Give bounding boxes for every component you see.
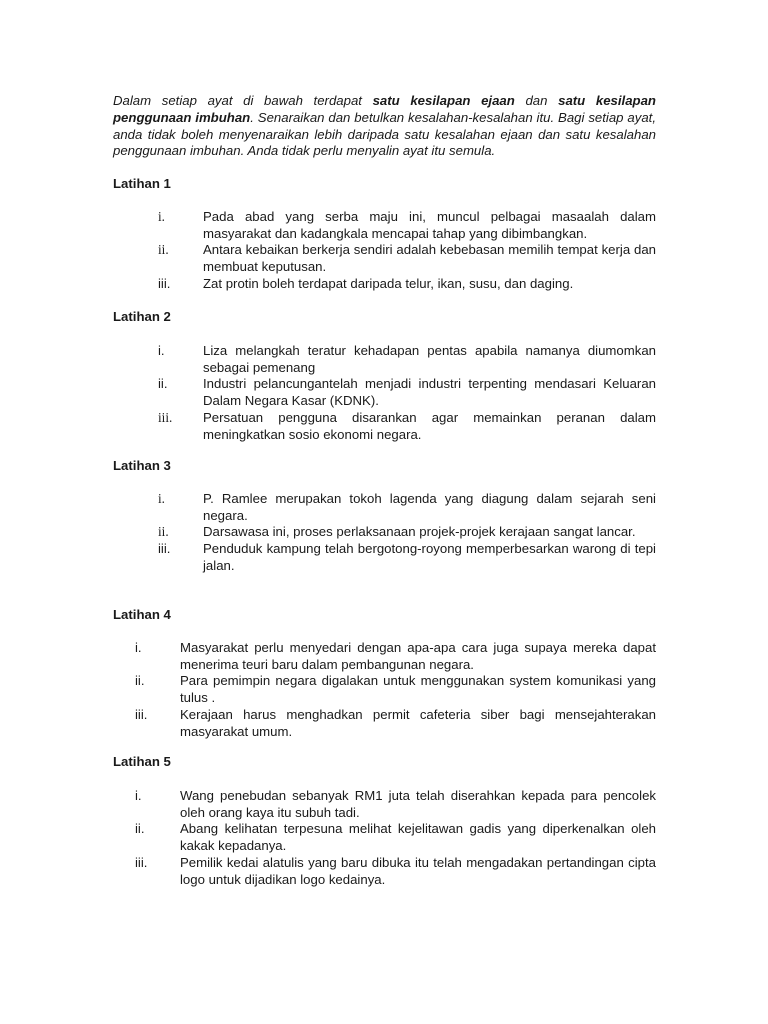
list-item <box>113 491 656 525</box>
item-number: ii. <box>135 673 145 689</box>
exercise-section-4 <box>113 607 656 741</box>
list-item <box>113 673 656 707</box>
item-text: Pada abad yang serba maju ini, muncul pelbagai masaalah dalam masyarakat dan kadangkala mencapai tahap yang dibimbangkan. <box>203 208 656 241</box>
item-number: iii. <box>158 275 171 291</box>
item-number: iii. <box>135 854 148 870</box>
instructions-bold-2: satu kesilapan penggunaan imbuhan <box>113 93 656 125</box>
exercise-heading: Latihan 1 <box>113 176 171 191</box>
exercise-list <box>113 343 656 444</box>
instructions-text-3: . Senaraikan dan betulkan kesalahan-kesalahan itu. Bagi setiap ayat, anda tidak boleh menyenaraikan lebih daripada satu kesalahan ejaan dan satu kesalahan penggunaan imbuhan. Anda tidak perlu menyalin ayat itu semula. <box>113 109 656 159</box>
instructions-text-2: dan <box>514 93 559 108</box>
list-item <box>113 343 656 377</box>
exercise-heading: Latihan 2 <box>113 309 171 324</box>
item-text: P. Ramlee merupakan tokoh lagenda yang diagung dalam sejarah seni negara. <box>203 490 656 523</box>
item-text: Industri pelancungantelah menjadi industri terpenting mendasari Keluaran Dalam Negara Kasar (KDNK). <box>203 376 656 409</box>
list-item <box>113 788 656 822</box>
item-text: Pemilik kedai alatulis yang baru dibuka itu telah mengadakan pertandingan cipta logo untuk dijadikan logo kedainya. <box>180 854 656 887</box>
item-number: i. <box>158 490 165 506</box>
exercise-list <box>113 491 656 575</box>
item-text: Darsawasa ini, proses perlaksanaan projek-projek kerajaan sangat lancar. <box>203 524 636 540</box>
exercise-list <box>113 788 656 889</box>
instructions-paragraph <box>113 93 656 160</box>
list-item <box>113 242 656 276</box>
item-number: i. <box>158 208 165 224</box>
instructions-bold-1: satu kesilapan ejaan <box>372 93 515 108</box>
item-text: Liza melangkah teratur kehadapan pentas apabila namanya diumomkan sebagai pemenang <box>203 342 656 375</box>
list-item <box>113 209 656 243</box>
item-number: i. <box>135 787 142 803</box>
list-item <box>113 376 656 410</box>
exercise-list <box>113 640 656 741</box>
list-item <box>113 855 656 889</box>
item-number: ii. <box>158 376 168 392</box>
item-number: ii. <box>158 242 169 258</box>
list-item <box>113 541 656 575</box>
exercise-section-3 <box>113 458 656 575</box>
exercise-heading: Latihan 5 <box>113 754 171 769</box>
item-number: iii. <box>158 409 173 425</box>
item-number: iii. <box>158 541 171 557</box>
list-item <box>113 707 656 741</box>
item-text: Masyarakat perlu menyedari dengan apa-apa cara juga supaya mereka dapat menerima teuri baru dalam pembangunan negara. <box>180 639 656 672</box>
list-item <box>113 821 656 855</box>
item-text: Persatuan pengguna disarankan agar memainkan peranan dalam meningkatkan sosio ekonomi negara. <box>203 409 656 442</box>
exercise-heading: Latihan 4 <box>113 607 171 622</box>
item-number: ii. <box>158 524 169 540</box>
instructions-text-1: Dalam setiap ayat di bawah terdapat <box>113 93 373 108</box>
exercise-list <box>113 209 656 293</box>
exercise-section-5 <box>113 754 656 889</box>
item-text: Penduduk kampung telah bergotong-royong memperbesarkan warong di tepi jalan. <box>203 541 656 573</box>
exercise-section-2 <box>113 309 656 444</box>
list-item <box>113 524 656 541</box>
item-text: Para pemimpin negara digalakan untuk menggunakan system komunikasi yang tulus . <box>180 673 656 706</box>
list-item <box>113 276 656 293</box>
item-number: iii. <box>135 706 148 722</box>
item-number: ii. <box>135 821 145 837</box>
item-number: i. <box>158 342 165 358</box>
exercise-heading: Latihan 3 <box>113 458 171 473</box>
exercise-section-1 <box>113 176 656 293</box>
item-text: Kerajaan harus menghadkan permit cafeteria siber bagi mensejahterakan masyarakat umum. <box>180 706 656 739</box>
item-text: Zat protin boleh terdapat daripada telur, ikan, susu, dan daging. <box>203 275 574 291</box>
item-text: Antara kebaikan berkerja sendiri adalah kebebasan memilih tempat kerja dan membuat keputusan. <box>203 242 656 275</box>
item-text: Abang kelihatan terpesuna melihat kejelitawan gadis yang diperkenalkan oleh kakak kepadanya. <box>180 821 656 854</box>
item-number: i. <box>135 639 142 655</box>
worksheet-page <box>113 93 656 160</box>
item-text: Wang penebudan sebanyak RM1 juta telah diserahkan kepada para pencolek oleh orang kaya itu subuh tadi. <box>180 787 656 820</box>
list-item <box>113 410 656 444</box>
list-item <box>113 640 656 674</box>
